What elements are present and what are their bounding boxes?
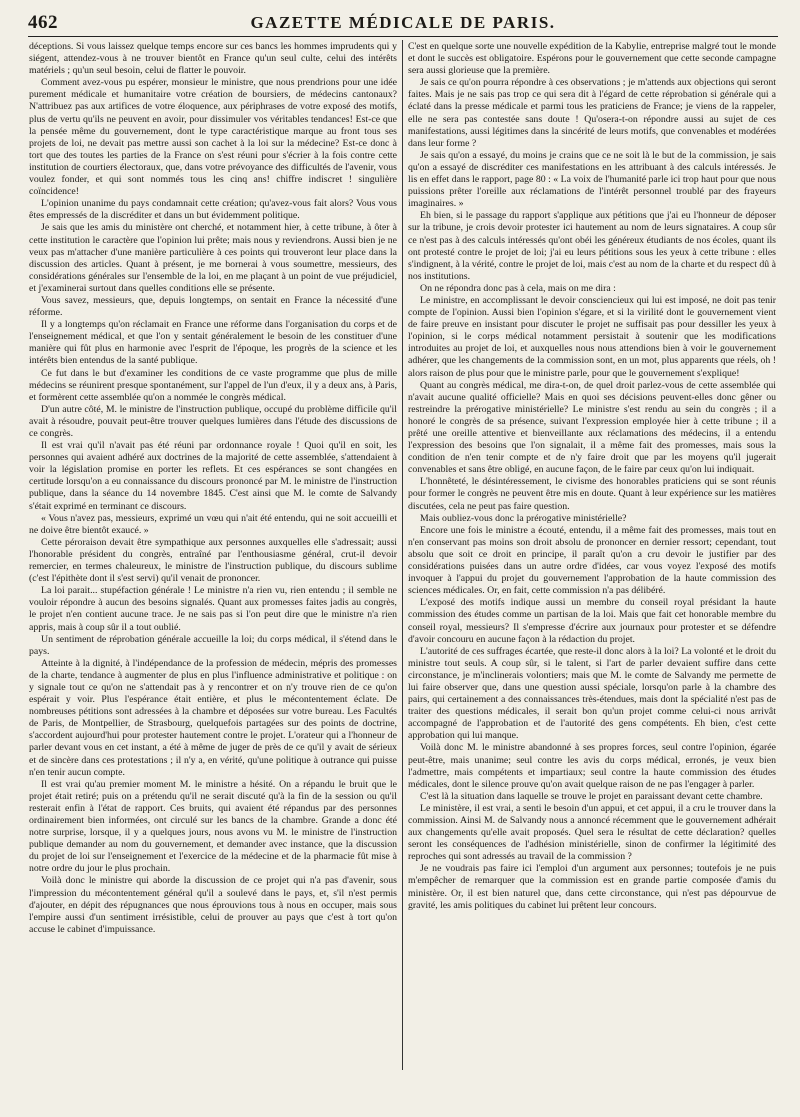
continued-paragraph: C'est en quelque sorte une nouvelle expédition de la Kabylie, entreprise malgré tout le monde et dont le succès est obligatoire. Espérons pour le gouvernement que cette seconde campagne sera aussi glorieuse que la première. <box>408 41 776 77</box>
left-column <box>29 41 397 1071</box>
paragraph: Je sais ce qu'on pourra répondre à ces observations ; je m'attends aux objections qui seront faites. Mais je ne sais pas trop ce qui sera dit à l'égard de cette réprobation si générale qui a éclaté dans la presse médicale et parmi tous les praticiens de France; je viens de la rappeler, elle ne sera pas contestée sans doute ! Qu'osera-t-on répondre aussi au sujet de ces manifestations, aussi légitimes dans la sincérité de leurs motifs, que convenables et modérées dans leur forme ? <box>408 77 776 149</box>
paragraph: Comment avez-vous pu espérer, monsieur le ministre, que nous prendrions pour une idée purement médicale et humanitaire votre création de boursiers, de médecins cantonaux? N'attribuez pas aux artifices de votre éloquence, aux périphrases de votre exposé des motifs, plus de vertu qu'ils ne peuvent en avoir, pour dissimuler vos véritables tendances! Est-ce que la pensée même du gouvernement, dont le type caractéristique marque au front tous ses projets de loi, ne devait pas mettre aussi son cachet à la loi sur la médecine? Est-ce donc à tort que des toutes les parties de la France on s'est réuni pour s'écrier à la fois contre cette institution de courtiers électoraux, que, dans votre prévoyance des difficultés de l'avenir, vous voulez fonder, et qui sont nommés tous les cinq ans! chiffre indiscret ! singulière coïncidence! <box>29 77 397 198</box>
journal-title: GAZETTE MÉDICALE DE PARIS. <box>250 13 556 32</box>
paragraph: Il est vrai qu'au premier moment M. le ministre a hésité. On a répandu le bruit que le projet était retiré; puis on a prétendu qu'il ne serait discuté qu'à la fin de la session ou qu'il resterait enfin à l'état de rapport. Ces bruits, qui avaient été répandus par des personnes ordinairement bien informées, ont circulé sur les bancs de la chambre. Grande a donc été notre surprise, lorsque, il y a quelques jours, nous avons vu M. le ministre de l'instruction publique demander au nom du gouvernement, et demander avec instance, que la discussion du projet de loi sur l'enseignement et l'exercice de la médecine et de la pharmacie fût mise à notre ordre du jour le plus prochain. <box>29 778 397 875</box>
paragraph: L'exposé des motifs indique aussi un membre du conseil royal présidant la haute commission des études comme un partisan de la loi. Mais que fait cet honorable membre du conseil royal, messieurs? Il s'empresse d'écrire aux journaux pour protester et se défendre d'avoir concouru en aucune façon à la rédaction du projet. <box>408 597 776 645</box>
paragraph: Cette péroraison devait être sympathique aux personnes auxquelles elle s'adressait; aussi l'honorable président du congrès, entraîné par l'enthousiasme général, crut-il devoir remercier, en termes chaleureux, le ministre de l'instruction publique, du discours sublime (c'est l'épithète dont il s'est servi) qu'il venait de prononcer. <box>29 536 397 585</box>
paragraph: Ce fut dans le but d'examiner les conditions de ce vaste programme que plus de mille médecins se réunirent presque spontanément, sur l'appel de l'un d'eux, il y a deux ans, à Paris, et formèrent cette assemblée qu'on a nommée le congrès médical. <box>29 367 397 403</box>
paragraph: La loi parait... stupéfaction générale ! Le ministre n'a rien vu, rien entendu ; il semble ne vouloir répondre à aucun des besoins signalés. Quant aux promesses faites jadis au congrès, le projet n'en contient aucune trace. Je ne sais pas si l'on peut dire que le ministre n'a rien appris, mais à coup sûr il a tout oublié. <box>29 585 397 633</box>
paragraph: Il est vrai qu'il n'avait pas été réuni par ordonnance royale ! Quoi qu'il en soit, les personnes qui avaient adhéré aux doctrines de la majorité de cette assemblée, s'attendaient à voir la législation promise en porter les reflets. Et ces espérances se sont changées en certitude lorsqu'on a eu connaissance du discours prononcé par M. le ministre de l'instruction publique, dans la séance du 14 novembre 1845. C'est ainsi que M. le comte de Salvandy s'était exprimé en terminant ce discours. <box>29 440 397 512</box>
page-header <box>28 8 778 38</box>
paragraph: On ne répondra donc pas à cela, mais on me dira : <box>420 282 616 294</box>
paragraph: Quant au congrès médical, me dira-t-on, de quel droit parlez-vous de cette assemblée qui n'avait aucune qualité officielle? Mais en quoi ses décisions peuvent-elles donc gêner ou restreindre la prérogative ministérielle? Le ministre s'est rendu au sein du congrès ; il a honoré le congrès de sa présence, suivant l'expression employée hier à cette tribune ; il a prêté une oreille attentive et bienveillante aux réclamations des médecins, il a entendu l'expression des besoins que l'on signalait, il a même fait des promesses, mais sous la condition de n'en tenir compte et de n'y faire droit que par les moyens qu'il jugerait convenables et sans être obligé, en aucune façon, de le faire par ceux qu'on lui indiquait. <box>408 379 776 476</box>
paragraph: « Vous n'avez pas, messieurs, exprimé un vœu qui n'ait été entendu, qui ne soit accueilli et ne doive être bientôt exaucé. » <box>29 512 397 536</box>
header-rule <box>28 36 778 37</box>
paragraph: Vous savez, messieurs, que, depuis longtemps, on sentait en France la nécessité d'une réforme. <box>29 294 397 319</box>
paragraph: Il y a longtemps qu'on réclamait en France une réforme dans l'organisation du corps et de l'enseignement médical, et que l'on y sentait généralement le besoin de les constituer d'une manière qui fût plus en harmonie avec l'esprit de l'époque, les progrès de la science et les intérêts bien entendus de la santé publique. <box>29 319 397 367</box>
continued-paragraph: déceptions. Si vous laissez quelque temps encore sur ces bancs les hommes imprudents qui y siégent, attendez-vous à ne trouver bientôt en France qu'un seul culte, celui des intérêts matériels ; qu'un seul besoin, celui de flatter le pouvoir. <box>29 41 397 77</box>
paragraph: Voilà donc le ministre qui aborde la discussion de ce projet qui n'a pas d'avenir, sous l'impression du mécontentement général qu'il a soulevé dans le pays, et, s'il n'est permis d'ajouter, en dépit des répugnances que nous éprouvions tous à nous en occuper, mais sous l'empire aussi d'un sentiment irrésistible, celui de prouver au pays que c'est à tort qu'on accuse le cabinet d'impuissance. <box>29 875 397 935</box>
paragraph: L'honnêteté, le désintéressement, le civisme des honorables praticiens qui se sont réunis pour former le congrès ne peuvent être mis en doute. Quant à leur expérience sur les matières discutées, cela ne peut pas faire question. <box>408 476 776 512</box>
paragraph: Le ministère, il est vrai, a senti le besoin d'un appui, et cet appui, il a cru le trouver dans la commission. Ainsi M. de Salvandy nous a annoncé récemment que le gouvernement adhérait aux changements qu'elle avait proposés. Quel sera le résultat de cette déclaration? quelles seront les conséquences de l'adhésion ministérielle, sinon de confirmer la légitimité des reproches qui sont adressés au travail de la commission ? <box>408 802 776 863</box>
paragraph: Eh bien, si le passage du rapport s'applique aux pétitions que j'ai eu l'honneur de déposer sur la tribune, je crois devoir protester ici hautement au nom de leurs signataires. A coup sûr ce n'est pas à des calculs intéressés qu'ont obéi les généreux étudiants de nos écoles, quant ils ont protesté contre le projet de loi; j'ai eu leurs pétitions sous les yeux à cette tribune : elles s'indignent, à la vérité, contre le projet de loi, mais c'est au nom de la charte et du respect dû à nos institutions. <box>408 210 776 282</box>
paragraph: Voilà donc M. le ministre abandonné à ses propres forces, seul contre l'opinion, égarée peut-être, mais unanime; seul contre les avis du corps médical, erronés, je veux bien l'admettre, mais compétents et impartiaux; seul contre la haute commission des études médicales, dont le silence prouve qu'on avait quelque raison de ne pas l'engager à parler. <box>408 742 776 790</box>
paragraph: Je sais que les amis du ministère ont cherché, et notamment hier, à cette tribune, à ôter à cette institution le caractère que l'opinion lui prête; mais nous y reviendrons. Aussi bien je ne veux pas m'attacher d'une manière particulière à ces points qui trouveront leur place dans la discussion des articles. Quant à présent, je me bornerai à vous soumettre, messieurs, des considérations générales sur l'ensemble de la loi, en me plaçant à un point de vue préjudiciel, et j'examinerai surtout dans quelles conditions elle se présente. <box>29 222 397 294</box>
paragraph: Le ministre, en accomplissant le devoir consciencieux qui lui est imposé, ne doit pas tenir compte de l'opinion. Aussi bien l'opinion s'égare, et si la virilité dont le gouvernement vient de faire preuve en insistant pour discuter le projet ne suffisait pas pour dessiller les yeux à l'opinion, si le corps médical notamment persistait à soutenir que les modifications introduites au projet de loi, et auxquelles nous nous attendions bien à voir le gouvernement adhérer, que les changements de la commission sont, en un mot, plus apparents que réels, oh ! alors raison de plus pour que le ministre parle, pour que le gouvernement s'explique! <box>408 294 776 379</box>
paragraph: L'opinion unanime du pays condamnait cette création; qu'avez-vous fait alors? Vous vous êtes empressés de la discréditer et dans un but évidemment politique. <box>29 198 397 222</box>
paragraph: Encore une fois le ministre a écouté, entendu, il a même fait des promesses, mais tout en n'en conservant pas moins son droit absolu de prononcer en dernier ressort; cependant, tout absolu que soit ce droit en principe, il paraît qu'on a cru devoir le justifier par des considérations puisées dans un autre ordre d'idées, car vous voyez l'exposé des motifs invoquer à l'appui du projet du gouvernement l'approbation de la haute commission des sciences médicales. Or, en fait, cette commission n'a pas délibéré. <box>408 524 776 597</box>
paragraph: Atteinte à la dignité, à l'indépendance de la profession de médecin, mépris des promesses de la charte, tendance à augmenter de plus en plus l'influence administrative et politique : on y signale tout ce qu'on ne s'attendait pas à y rencontrer et on n'y trouve rien de ce qu'on espérait y voir. Plus l'espérance était entière, et plus le mécontentement éclate. De nombreuses pétitions sont adressées à la chambre et déposées sur votre bureau. Les Facultés de Paris, de Montpellier, de Strasbourg, quelquefois partagées sur des points de doctrine, s'accordent aujourd'hui pour protester hautement contre le projet. L'orateur qui a l'honneur de parler devant vous en cet instant, a été à même de juger de près de ce qu'il y avait de sérieux et de sincère dans ces protestations ; il n'y a, en vérité, qu'une politique à outrance qui puisse n'en tenir aucun compte. <box>29 657 397 778</box>
paragraph: Je ne voudrais pas faire ici l'emploi d'un argument aux personnes; toutefois je ne puis m'empêcher de remarquer que la commission est en grande partie composée d'amis du ministère. Or, il est bien naturel que, dans cette circonstance, qui n'est pas dépourvue de gravité, les amis politiques du cabinet lui prêtent leur concours. <box>408 863 776 911</box>
paragraph: Je sais qu'on a essayé, du moins je crains que ce ne soit là le but de la commission, je sais qu'on a essayé de discréditer ces manifestations en les attribuant à des calculs intéressés. Je lis en effet dans le rapport, page 80 : « La voix de l'humanité parle ici trop haut pour que nous puissions prêter l'oreille aux réclamations de l'intérêt personnel troublé par des frayeurs imaginaires. » <box>408 149 776 210</box>
paragraph: Mais oubliez-vous donc la prérogative ministérielle? <box>420 512 627 524</box>
paragraph: L'autorité de ces suffrages écartée, que reste-il donc alors à la loi? La volonté et le droit du ministre tout seuls. A coup sûr, si le talent, si l'art de parler devaient suffire dans cette circonstance, je m'inclinerais volontiers; mais que M. le comte de Salvandy me permette de lui faire observer que, dans une question aussi spéciale, lorsqu'on parle à la chambre des pairs, qui certainement a des connaissances très-étendues, mais dont la spécialité n'est pas de traiter des questions médicales, il serait bon qu'un projet comme celui-ci nous arrivât accompagné de l'approbation et de l'autorité des gens compétents. Eh bien, c'est cette approbation qui lui manque. <box>408 645 776 742</box>
right-column <box>408 41 776 1071</box>
page-number: 462 <box>28 12 58 33</box>
paragraph: D'un autre côté, M. le ministre de l'instruction publique, occupé du problème difficile qu'il avait à résoudre, pouvait peut-être trouver quelques lumières dans l'étude des discussions de ce congrès. <box>29 403 397 439</box>
paragraph: C'est là la situation dans laquelle se trouve le projet en paraissant devant cette chambre. <box>420 790 763 802</box>
paragraph: Un sentiment de réprobation générale accueille la loi; du corps médical, il s'étend dans le pays. <box>29 633 397 657</box>
column-divider <box>402 40 403 1070</box>
